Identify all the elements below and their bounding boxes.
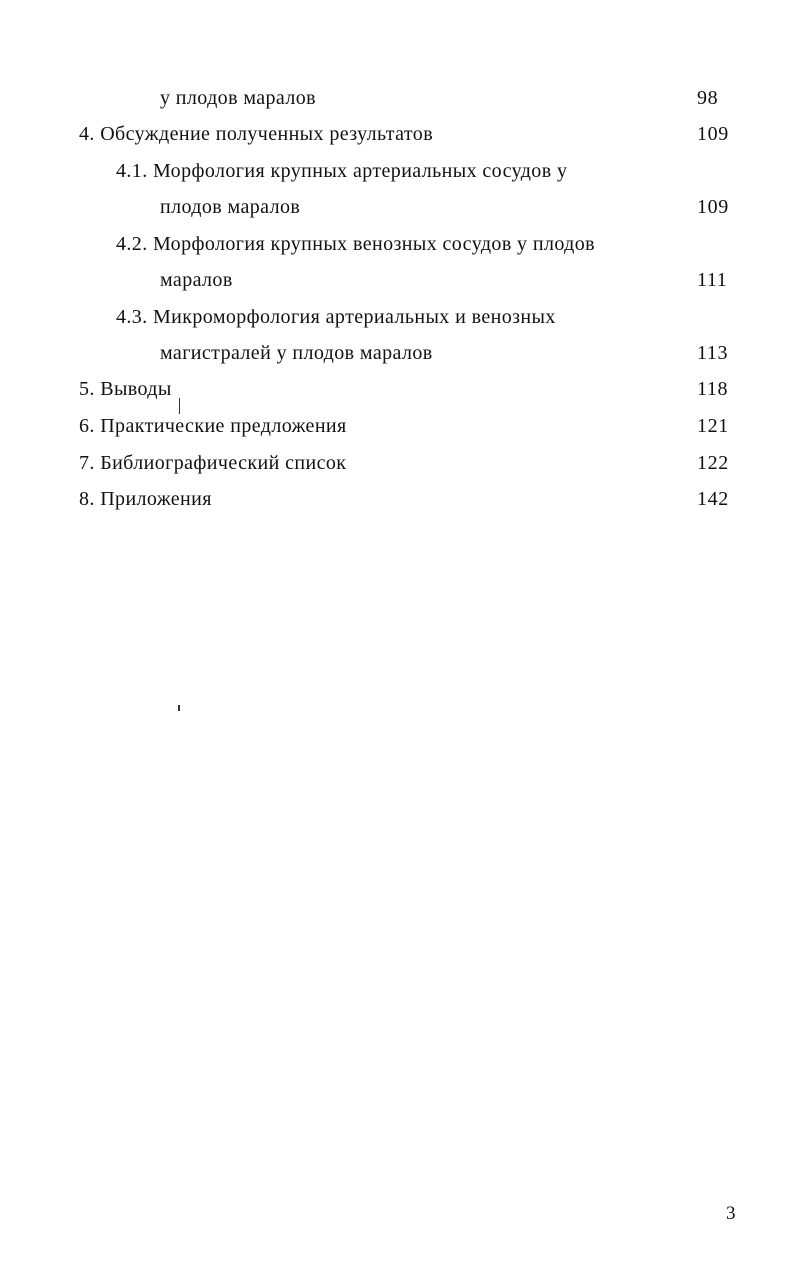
toc-entry-section-4: 4. Обсуждение полученных результатов (79, 123, 434, 145)
toc-page-number: 142 (697, 488, 729, 510)
scan-artifact-mark (179, 398, 180, 414)
toc-page-number: 109 (697, 196, 729, 218)
page-number: 3 (726, 1203, 736, 1224)
toc-entry-section-5: 5. Выводы (79, 378, 172, 400)
toc-page-number: 109 (697, 123, 729, 145)
toc-page-number: 98 (697, 87, 719, 109)
toc-entry-continuation: у плодов маралов (160, 87, 316, 109)
toc-entry-section-8: 8. Приложения (79, 488, 212, 510)
toc-entry-section-4-2: 4.2. Морфология крупных венозных сосудов у плодов (116, 233, 595, 255)
toc-entry-section-7: 7. Библиографический список (79, 452, 347, 474)
toc-entry-section-4-1: 4.1. Морфология крупных артериальных сосудов у (116, 160, 568, 182)
toc-entry-section-6: 6. Практические предложения (79, 415, 347, 437)
toc-page-number: 111 (697, 269, 728, 291)
toc-entry-continuation: магистралей у плодов маралов (160, 342, 433, 364)
toc-entry-continuation: маралов (160, 269, 233, 291)
toc-page-number: 121 (697, 415, 729, 437)
toc-page-number: 118 (697, 378, 729, 400)
toc-page-number: 113 (697, 342, 729, 364)
toc-entry-continuation: плодов маралов (160, 196, 301, 218)
toc-page-number: 122 (697, 452, 729, 474)
toc-entry-section-4-3: 4.3. Микроморфология артериальных и венозных (116, 306, 556, 328)
scan-artifact-mark (178, 705, 180, 711)
